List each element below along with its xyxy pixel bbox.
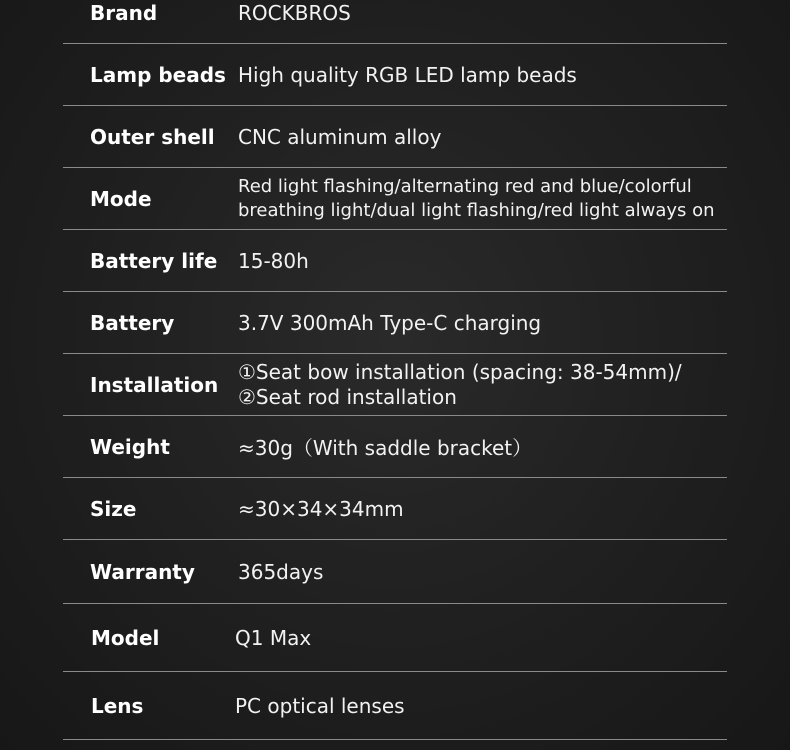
spec-row-lens bbox=[63, 672, 727, 740]
spec-value: ≈30×34×34mm bbox=[238, 496, 404, 521]
spec-label: Brand bbox=[90, 0, 158, 25]
spec-label: Outer shell bbox=[90, 124, 215, 149]
spec-row-lamp-beads bbox=[63, 44, 727, 106]
spec-value: ROCKBROS bbox=[238, 0, 351, 25]
spec-value bbox=[238, 168, 727, 229]
spec-value: 365days bbox=[238, 559, 324, 584]
spec-row-warranty bbox=[63, 540, 727, 604]
spec-value: Q1 Max bbox=[235, 625, 312, 650]
spec-value: ≈30g（With saddle bracket） bbox=[238, 436, 533, 460]
spec-row-size bbox=[63, 478, 727, 540]
spec-value-line: ①Seat bow installation (spacing: 38-54mm)/ bbox=[238, 359, 682, 384]
spec-table bbox=[63, 0, 727, 740]
spec-value: CNC aluminum alloy bbox=[238, 124, 442, 149]
spec-row-outer-shell bbox=[63, 106, 727, 168]
spec-value: 15-80h bbox=[238, 248, 309, 273]
spec-label: Size bbox=[90, 496, 137, 521]
spec-row-battery-life bbox=[63, 230, 727, 292]
spec-label: Installation bbox=[90, 372, 219, 397]
spec-value-line: Red light flashing/alternating red and blue/colorful bbox=[238, 175, 692, 197]
spec-row-model bbox=[63, 604, 727, 672]
spec-label: Battery life bbox=[90, 248, 218, 273]
spec-value: High quality RGB LED lamp beads bbox=[238, 62, 577, 87]
spec-label: Weight bbox=[90, 434, 170, 459]
spec-label: Mode bbox=[90, 186, 152, 211]
spec-row-mode bbox=[63, 168, 727, 230]
spec-row-brand bbox=[63, 0, 727, 44]
spec-value: PC optical lenses bbox=[235, 693, 405, 718]
spec-label: Warranty bbox=[90, 559, 195, 584]
spec-row-battery bbox=[63, 292, 727, 354]
spec-value bbox=[238, 354, 727, 415]
spec-row-weight bbox=[63, 416, 727, 478]
spec-label: Model bbox=[91, 625, 160, 650]
spec-label: Battery bbox=[90, 310, 175, 335]
spec-value: 3.7V 300mAh Type-C charging bbox=[238, 310, 542, 335]
spec-value-line: breathing light/dual light flashing/red light always on bbox=[238, 199, 715, 221]
spec-label: Lens bbox=[91, 693, 144, 718]
spec-row-installation bbox=[63, 354, 727, 416]
spec-label: Lamp beads bbox=[90, 62, 226, 87]
spec-value-line: ②Seat rod installation bbox=[238, 384, 457, 409]
